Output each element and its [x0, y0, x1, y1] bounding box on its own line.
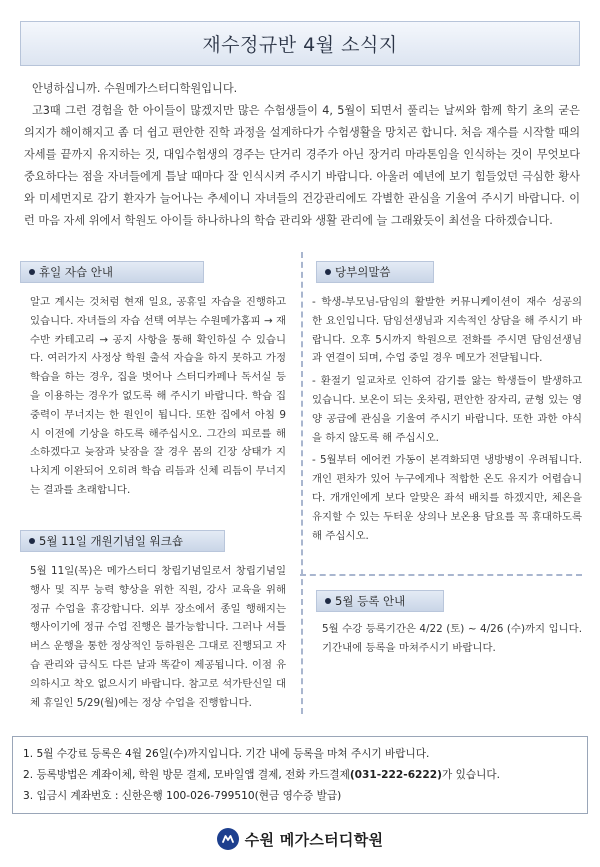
registration-text: [312, 620, 582, 658]
logo-text: 수원 메가스터디학원: [244, 830, 384, 849]
page-title: 재수정규반 4월 소식지: [202, 34, 398, 56]
phone-number: (031-222-6222): [349, 769, 443, 781]
holiday-study-body: 알고 계시는 것처럼 현재 일요, 공휴일 자습을 진행하고 있습니다. 자녀들의 자습 선택 여부는 수원메가홈피 → 재수반 카테고리 → 공지 사항을 통해 확인하실 수 있습니다. 여러가지 사정상 학원 출석 자습을 하지 못하고 가정학습을 하는 경우, 집을 벗어나 스터디카페나 독서실 등을 이용하는 경우가 없도록 해 주시기 바랍니다. 학습 집중력이 무너지는 한 원인이 됩니다. 또한 집에서 아침 9시 이전에 기상을 하도록 해주십시오. 그간의 피로를 해소하겠다고 늦잠과 낮잠을 잘 경우 몸의 긴장 상태가 지나치게 이완되어 오히려 학습 리듬과 신체 리듬이 무너지는 결과를 초래합니다.: [30, 296, 286, 496]
request-item: - 학생-부모님-담임의 활발한 커뮤니케이션이 재수 성공의 한 요인입니다. 담임선생님과 지속적인 상담을 해 주시기 바랍니다. 오후 5시까지 학원으로 전화를 주시면 담임선생님과 연결이 되며, 수업 중일 경우 메모가 전달됩니다.: [312, 296, 582, 365]
holiday-study-text: [24, 293, 286, 500]
request-item: - 5월부터 에어컨 가동이 본격화되면 냉방병이 우려됩니다. 개인 편차가 있어 누구에게나 적합한 온도 유지가 어렵습니다. 개개인에게 보다 알맞은 좌석 배치를 하겠지만, 체온을 유지할 수 있는 두터운 상의나 보온용 담요를 꼭 휴대하도록 해 주십시오.: [312, 454, 582, 542]
request-heading: [316, 261, 434, 283]
anniversary-body: 5월 11일(목)은 메가스터디 창립기념일로서 창립기념일 행사 및 직무 능력 향상을 위한 직원, 강사 교육을 위해 정규 수업을 휴강합니다. 외부 장소에서 종일 행해지는 행사이기에 정규 수업 진행은 불가능합니다. 그러나 셔틀버스 운행을 통한 정상적인 등하원은 그대로 진행되고 자습 관리와 급식도 다른 날과 똑같이 제공됩니다. 이점 유의하시고 착오 없으시기 바랍니다. 참고로 석가탄신일 대체 휴일인 5/29(월)에는 정상 수업을 진행합니다.: [30, 565, 286, 709]
holiday-study-heading-label: 휴일 자습 안내: [39, 265, 113, 279]
anniversary-text: [24, 562, 286, 712]
payment-notice-box: [12, 736, 588, 814]
notice-line: 1. 5월 수강료 등록은 4월 26일(수)까지입니다. 기간 내에 등록을 마쳐 주시기 바랍니다.: [23, 748, 430, 760]
request-heading-label: 당부의말씀: [335, 265, 391, 279]
section-divider: [300, 574, 582, 576]
bullet-icon: [29, 538, 35, 544]
holiday-study-heading: [20, 261, 204, 283]
notice-line-suffix: 가 있습니다.: [442, 769, 500, 781]
notice-line: 3. 입금시 계좌번호 : 신한은행 100-026-799510(현금 영수증 발급): [23, 790, 342, 802]
logo-icon: [217, 828, 239, 850]
column-divider: [301, 252, 303, 714]
anniversary-heading-label: 5월 11일 개원기념일 워크숍: [39, 534, 184, 548]
intro-body: 고3때 그런 경험을 한 아이들이 많겠지만 많은 수험생들이 4, 5월이 되면서 풀리는 날씨와 함께 학기 초의 굳은 의지가 해이해지고 좀 더 쉽고 편안한 진학 과정을 설계하다가 수험생활을 망치곤 합니다. 처음 재수를 시작할 때의 자세를 끝까지 유지하는 것, 대입수험생의 경주는 단거리 경주가 아닌 장거리 마라톤임을 인식하는 것이 무엇보다 중요하다는 점을 자녀들에게 틈날 때마다 잘 인식시켜 주시기 바랍니다. 아울러 예년에 보기 힘들었던 극심한 황사와 미세먼지로 감기 환자가 늘어나는 추세이니 자녀들의 건강관리에도 각별한 관심을 기울여 주시기 바랍니다. 이런 마음 자세 위에서 학원도 아이들 하나하나의 학습 관리와 생활 관리에 늘 그래왔듯이 최선을 다하겠습니다.: [24, 104, 580, 227]
bullet-icon: [29, 269, 35, 275]
notice-line: [23, 765, 577, 786]
request-item: - 환절기 일교차로 인하여 감기를 앓는 학생들이 발생하고 있습니다. 보온이 되는 옷차림, 편안한 잠자리, 균형 있는 영양 공급에 관심을 기울여 주시기 바랍니다. 또한 과한 야식을 하지 않도록 해 주십시오.: [312, 375, 582, 444]
registration-heading-label: 5월 등록 안내: [335, 594, 406, 608]
registration-heading: [316, 590, 444, 612]
intro-section: [24, 78, 580, 232]
notice-line-prefix: 2. 등록방법은 계좌이체, 학원 방문 결제, 모바일앱 결제, 전화 카드결제: [23, 769, 350, 781]
newsletter-title-banner: [20, 21, 580, 66]
bullet-icon: [325, 598, 331, 604]
bullet-icon: [325, 269, 331, 275]
intro-greeting: 안녕하십니까. 수원메가스터디학원입니다.: [32, 82, 238, 95]
anniversary-heading: [20, 530, 225, 552]
registration-body: 5월 수강 등록기간은 4/22 (토) ~ 4/26 (수)까지 입니다. 기간내에 등록을 마쳐주시기 바랍니다.: [322, 623, 582, 654]
request-text: [312, 293, 582, 545]
academy-logo: [0, 826, 600, 852]
